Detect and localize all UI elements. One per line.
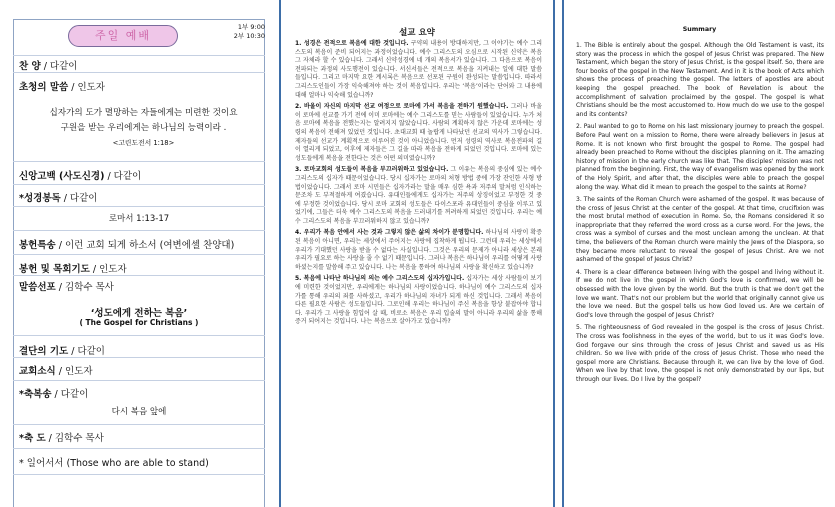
divider [13,72,265,73]
english-summary-paragraph: 2. Paul wanted to go to Rome on his last missionary journey to preach the gospel. Before Paul went on a mission to Rome, there were already believers in Jesus at Rome. It is not known who first brought the gospel to Rome. The gospel had already been preached to Rome without the disciples planning on it. The amazing history of mission in the early church was like that. The disciples' mission was not planned from the beginning. First, the way of evangelism was opened by the work of the Holy Spirit, and after that, the disciples were able to preach the gospel along the way. What did it mean to preach the gospel to the saints at Rome? [576,123,824,191]
worship-item-invitation: 초청의 말씀 / 인도자 [19,82,105,93]
korean-summary-paragraph: 3. 로마교회의 성도들이 복음을 부끄러워하고 있었습니다. 그 이유는 복음의 중심에 있는 예수 그리스도의 십자가 때문이었습니다. 당시 십자가는 로마의 처형 방법 중에 가장 잔인한 사형 방법이었습니다. 그래서 로마 시민들은 십자가라는 말을 매우 심한 욕과 저주의 말처럼 인식하는 문조차 도 부적절하게 여겼습니다. 유대인들에게도 십자가는 저주의 상징이었고 부정한 것 중에 부정한 것이었습니다. 당시 로마 교회의 성도들은 다이스포라 유대인들이 중심을 이루고 있었기에, 그들은 더욱 예수 그리스도의 복음을 드러내기를 꺼려하게 되었던 것입니다. 우리는 예수 그리스도의 복음을 부끄러워하지 않고 있습니까? [295,166,542,225]
divider [13,275,265,276]
service-times [219,23,265,41]
service-title-badge: 주일 예배 [68,25,178,47]
korean-summary-paragraph: 2. 바울이 자신의 마지막 선교 여정으로 로마에 가서 복음을 전하기 원했습니다. 그러나 바울이 로마에 선교를 가기 전에 이미 로마에는 예수 그리스도를 믿는 사람들이 있었습니다. 누가 처음 로마에 복음을 전했는지는 알려지지 않았습니다. 사람의 계획하지 않은 가운데 로마에는 성령의 복음이 전해져 있었던 것입니다. 초대교회 때 놀랍게 나타났던 선교의 역사가 그렇습니다. 제자들의 선교가 계획적으로 이루어진 것이 아니었습니다. 먼저 성령의 역사로 복음전파의 길이 열리게 되었고, 이후에 제자들은 그 길을 따라 복음을 전하게 되었던 것입니다. 로마에 있는 성도들에게 복음을 전한다는 것은 어떤 의미였습니까? [295,103,542,162]
worship-item-scripture: *성경봉독 / 다같이 [19,193,98,204]
divider [13,161,265,162]
divider [13,448,265,449]
divider [13,55,265,56]
service-time-first: 1부 9:00 [237,23,265,31]
divider [13,474,265,475]
worship-item-decision-prayer: 결단의 기도 / 다같이 [19,346,105,357]
invitation-verse-line: 구원을 받는 우리에게는 하나님의 능력이라 . [60,123,227,133]
english-summary-title: Summary [682,26,717,33]
divider [13,357,265,358]
divider [13,184,265,185]
worship-item-sermon: 말씀선포 / 김학수 목사 [19,282,114,293]
worship-item-creed: 신앙고백 (사도신경) / 다같이 [19,171,142,182]
english-summary-panel [562,0,835,507]
korean-summary-paragraph: 1. 성경은 전적으로 복음에 대한 것입니다. 구약의 내용이 방대하지만, 그 이야기는 예수 그리스도의 복음이 준비 되어지는 과정이었습니다. 예수 그리스도의 오심으로 시작된 신약은 복음 그 자체라 할 수 있습니다. 그래서 신약성경에 네 개의 복음서가 있습니다. 그 다음으로 복음이 전파되는 과정의 사도행전이 있습니다. 서신서들은 전적으로 복음을 지켜내는 일에 대한 말씀들입니다. 그리고 마지막 요한 계시록은 복음으로 선포된 구원이 완성되는 말씀입니다. 따라서 그리스도인들이 가장 익숙해져야 하는 것이 복음입니다. 우리는 ‘복음’이라는 단어와 그 내용에 대해 얼마나 익숙해 있습니까? [295,40,542,99]
english-summary-body [576,42,824,389]
korean-summary-panel [279,0,555,507]
worship-item-offering-prayer: 봉헌 및 목회기도 / 인도자 [19,264,127,275]
stand-note: * 일어서서 (Those who are able to stand) [19,458,209,469]
invitation-verse-reference: <고린도전서 1:18> [112,139,175,147]
divider [13,335,265,336]
sermon-subtitle: ( The Gospel for Christians ) [79,318,199,327]
english-summary-paragraph: 4. There is a clear difference between living with the gospel and living without it. If we do not live in the gospel in which God's love is confirmed, we will be obsessed with the love given by the world. But the truth is that we don't get the love we want. That's not our problem but the world that originally cannot give us the love we need. But the gospel tells us how God loved us. Are we certain of God's love through the gospel of Jesus Christ? [576,268,824,319]
worship-item-benediction: *축 도 / 김학수 목사 [19,433,104,444]
divider [13,380,265,381]
worship-item-offertory-special: 봉헌특송 / 이런 교회 되게 하소서 (여변에셀 찬양대) [19,240,235,251]
korean-summary-title: 설교 요약 [399,28,435,38]
korean-summary-paragraph: 5. 복음에 나타난 하나님의 의는 예수 그리스도의 십자가입니다. 십자가는 세상 사람들이 보기에 미련한 것이었지만, 우리에게는 하나님의 사랑이었습니다. 하나님이 예수 그리스도의 십자가를 통해 우리의 죄를 사하셨고, 우리가 하나님의 자녀가 되게 하신 것입니다. 그래서 복음이 다른 필요한 사람은 성도들입니다. 그로인해 우리는 하나님이 주신 복음을 항상 붙잡아야 합니다. 우리가 그 사랑을 힘입어 살 때, 비로소 복음은 우리 입술의 말이 아니라 우리의 삶을 통해 증거 되어지는 것입니다. 나는 복음으로 살아가고 있습니까? [295,275,542,326]
order-of-worship-panel [0,0,272,507]
invitation-verse [36,106,251,151]
scripture-reference: 로마서 1:13-17 [108,214,170,224]
worship-item-praise: 찬 양 / 다같이 [19,61,78,72]
invitation-verse-line: 십자가의 도가 멸망하는 자들에게는 미련한 것이요 [49,108,238,118]
worship-item-blessing-song: *축복송 / 다같이 [19,389,89,400]
divider [13,230,265,231]
service-time-second: 2부 10:30 [233,32,265,40]
divider [13,206,265,207]
korean-summary-body [295,40,542,330]
blessing-song-title: 다시 복음 앞에 [111,407,167,417]
english-summary-paragraph: 3. The saints of the Roman Church were ashamed of the gospel. It was because of the cross of Jesus Christ at the center of the gospel. At that time, crucifixion was the most brutal method of execution in Rome. So, the Romans considered it so inappropriate that they referred the word cross as a curse word. For the Jews, the cross was a symbol of curses and the most unclean among the unclean. At that time, the believers of the Roman church were mainly the Jews of the Diaspora, so they became more reluctant to reveal the gospel of Jesus Christ. Are we not ashamed of the gospel of Jesus Christ? [576,196,824,264]
worship-item-church-news: 교회소식 / 인도자 [19,366,93,377]
english-summary-paragraph: 1. The Bible is entirely about the gospel. Although the Old Testament is vast, its story was the process in which the gospel of Jesus Christ was prepared. The New Testament, which began the story of Jesus Christ, is the gospel itself. So, there are four books of the gospel in the New Testament. And in it is the book of Acts which shows the process of preaching the gospel. The letters of apostles are about keeping the gospel preached. The book of Revelation is about the accomplishment of salvation proclaimed by the gospel. The gospel is what Christians should be the most accustomed to. How much do we use to the gospel and its contents? [576,42,824,118]
korean-summary-paragraph: 4. 우리가 복음 안에서 사는 것과 그렇지 않은 삶의 차이가 분명합니다. 하나님의 사랑이 확증된 복음이 아니면, 우리는 세상에서 주어지는 사랑에 집착하게 됩니다. 그런데 우리는 세상에서 우리가 기대했던 사랑을 받을 수 없다는 사실입니다. 그것은 우리의 문제가 아니라 세상은 본래 우리가 필요로 하는 사랑을 줄 수 없기 때문입니다. 그러나 복음은 하나님이 우리를 어떻게 사랑하셨는지를 말씀해 주고 있습니다. 나는 복음을 통하여 하나님의 사랑을 확신하고 있습니까? [295,229,542,271]
english-summary-paragraph: 5. The righteousness of God revealed in the gospel is the cross of Jesus Christ. The cross was foolishness in the eyes of the world, but to us it was God's love. God forgave our sins through the cross of Jesus Christ and saved us as His children. So we live with pride of the cross of Jesus Christ. Those who need the gospel more are Christians. Because through it, we can live by the love of God. When we live by that love, the gospel is not only demonstrated by our lips, but through our lives. Do I live by the gospel? [576,324,824,383]
sermon-title: ‘성도에게 전하는 복음’ [90,308,188,319]
divider [13,254,265,255]
divider [13,424,265,425]
